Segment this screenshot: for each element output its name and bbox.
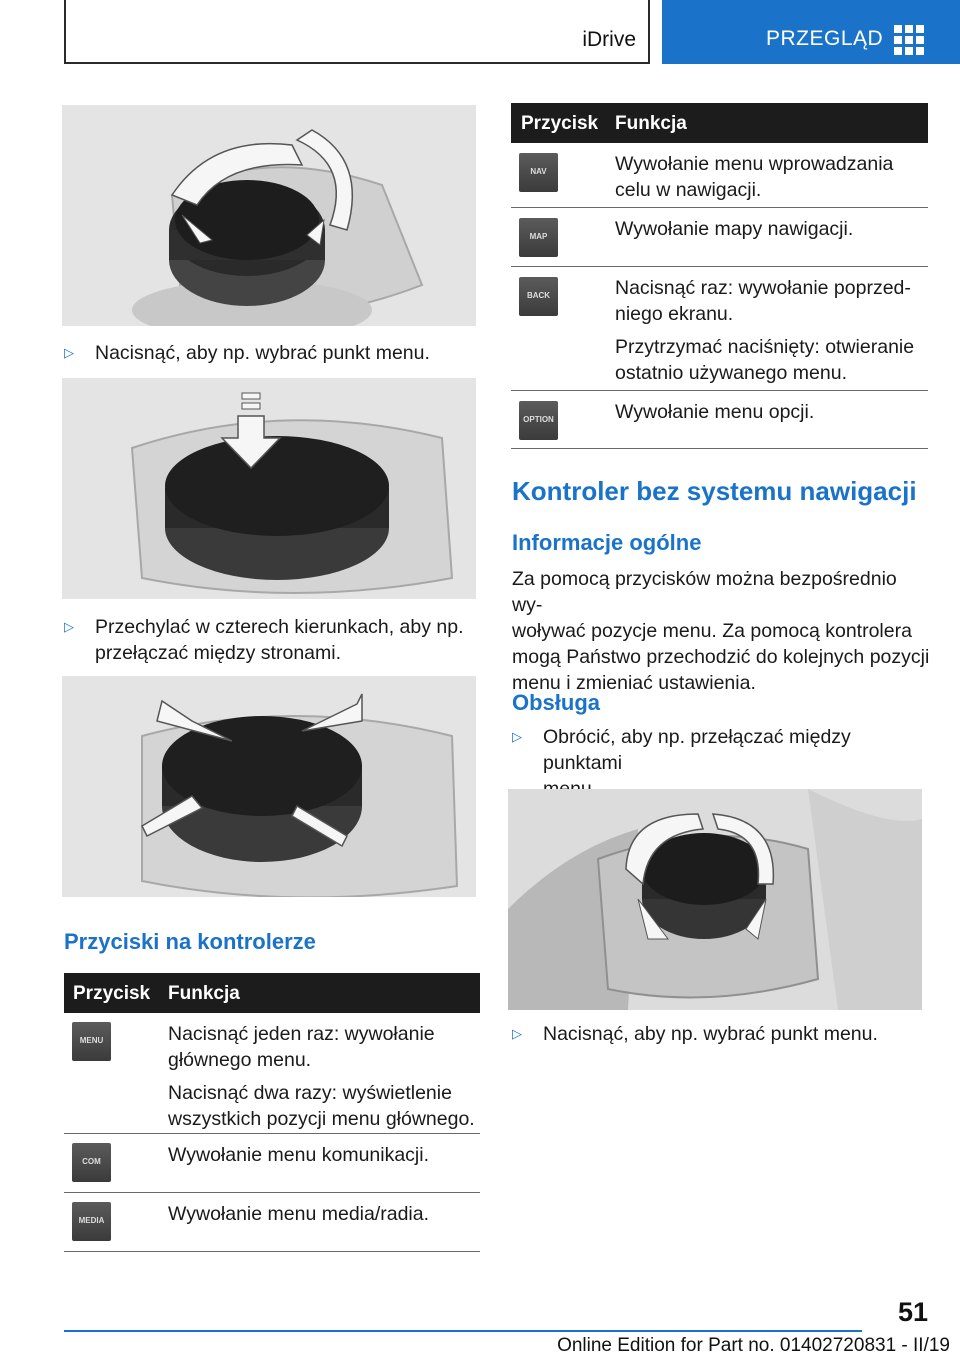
section-heading-controller-buttons: Przyciski na kontrolerze: [64, 929, 316, 954]
menu-button-icon: MENU: [72, 1022, 111, 1061]
table-row: NAV Wywołanie menu wprowadzania celu w nawigacji.: [511, 143, 928, 208]
com-button-icon: COM: [72, 1143, 111, 1182]
controller-press-illustration: [62, 105, 476, 326]
general-info-paragraph: Za pomocą przycisków można bezpośrednio wy‐ woływać pozycje menu. Za pomocą kontrolera mogą Państwo przechodzić do kolejnych pozycji menu i zmieniać ustawienia.: [512, 568, 930, 694]
table-row: OPTION Wywołanie menu opcji.: [511, 391, 928, 449]
bullet-tilt: ▷ Przechylać w czterech kierunkach, aby np. przełączać między stronami.: [64, 616, 464, 664]
map-button-icon: MAP: [519, 218, 558, 257]
controller-rotate-illustration: [508, 789, 922, 1010]
option-button-icon: OPTION: [519, 401, 558, 440]
column-header-button: Przycisk: [73, 983, 151, 1004]
header-section-tab[interactable]: [662, 0, 960, 64]
header-title: iDrive: [582, 28, 636, 51]
nav-button-icon: NAV: [519, 153, 558, 192]
subheading-general-info: Informacje ogólne: [512, 530, 702, 555]
header-title-box: [64, 0, 650, 64]
bullet-press: ▷ Nacisnąć, aby np. wybrać punkt menu.: [64, 342, 430, 364]
grid-menu-icon[interactable]: [894, 25, 924, 55]
footer-divider: [64, 1330, 862, 1332]
table-row: MAP Wywołanie mapy nawigacji.: [511, 208, 928, 267]
header-section-label: PRZEGLĄD: [766, 27, 884, 50]
media-button-icon: MEDIA: [72, 1202, 111, 1241]
subheading-operation: Obsługa: [512, 690, 601, 715]
table-row: COM Wywołanie menu komunikacji.: [64, 1134, 480, 1193]
column-header-button: Przycisk: [521, 113, 599, 134]
column-header-function: Funkcja: [615, 113, 687, 134]
table-header: [64, 973, 480, 1013]
table-header: [511, 103, 928, 143]
triangle-bullet-icon: ▷: [64, 619, 74, 634]
controller-push-illustration: [62, 378, 476, 599]
triangle-bullet-icon: ▷: [512, 729, 522, 744]
back-button-icon: BACK: [519, 277, 558, 316]
bullet-press-right: ▷ Nacisnąć, aby np. wybrać punkt menu.: [512, 1023, 878, 1045]
table-row: BACK Nacisnąć raz: wywołanie poprzed‐ niego ekranu. Przytrzymać naciśnięty: otwieranie ostatnio używanego menu.: [511, 267, 928, 391]
triangle-bullet-icon: ▷: [64, 345, 74, 360]
section-heading-no-nav: Kontroler bez systemu nawigacji: [512, 476, 917, 506]
table-row: MENU Nacisnąć jeden raz: wywołanie głównego menu. Nacisnąć dwa razy: wyświetlenie wszystkich pozycji menu głównego.: [64, 1013, 480, 1134]
triangle-bullet-icon: ▷: [512, 1026, 522, 1041]
footer-edition: Online Edition for Part no. 01402720831 - II/19: [557, 1335, 950, 1356]
column-header-function: Funkcja: [168, 983, 240, 1004]
left-buttons-table: [64, 973, 480, 1252]
page-number: 51: [897, 1297, 928, 1327]
controller-tilt-illustration: [62, 676, 476, 897]
bullet-rotate: ▷ Obrócić, aby np. przełączać między punktami: [512, 726, 851, 774]
table-row: MEDIA Wywołanie menu media/radia.: [64, 1193, 480, 1252]
right-buttons-table: [511, 103, 928, 449]
